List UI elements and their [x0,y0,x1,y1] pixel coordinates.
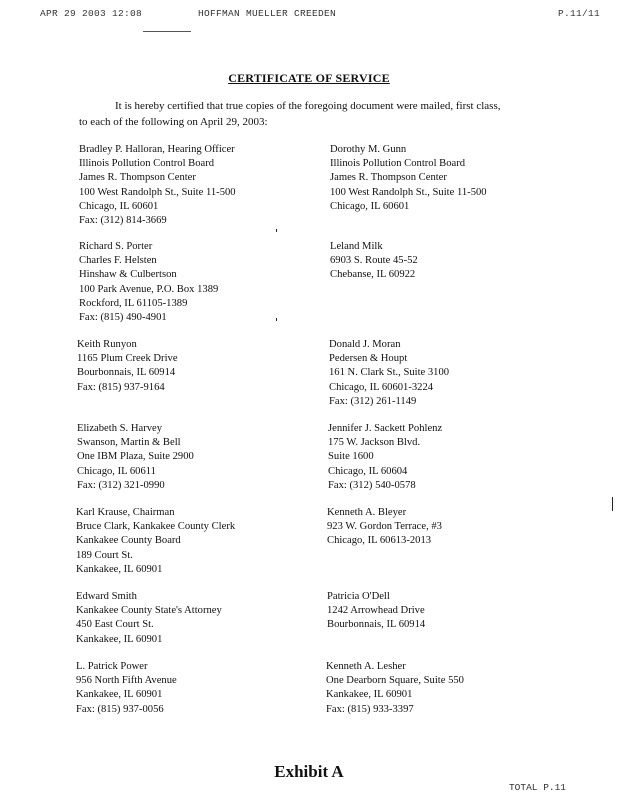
entry-line: Keith Runyon [77,339,137,350]
entry-line: L. Patrick Power [76,661,148,672]
entry-line: 161 N. Clark St., Suite 3100 [329,367,450,379]
service-entry-gunn [330,143,487,214]
entry-line: Bourbonnais, IL 60914 [327,619,426,631]
entry-line: Rockford, IL 61105-1389 [79,297,188,309]
entry-line: Chicago, IL 60611 [77,465,156,477]
page-title: CERTIFICATE OF SERVICE [228,71,390,85]
exhibit-label: Exhibit A [274,762,344,781]
entry-line: Chicago, IL 60601 [79,200,159,212]
service-entry-krause [76,506,235,577]
service-entry-halloran [79,143,236,228]
entry-line: Kankakee County Board [76,535,181,547]
entry-line: Chicago, IL 60613-2013 [327,535,432,547]
service-entry-bleyer [327,506,442,549]
entry-line: Kenneth A. Bleyer [327,507,407,518]
fax-total-pages: TOTAL P.11 [508,782,566,793]
entry-line: Donald J. Moran [329,339,401,350]
entry-line: 175 W. Jackson Blvd. [328,437,421,449]
service-entry-pohlenz [328,422,442,493]
entry-line: Jennifer J. Sackett Pohlenz [328,423,443,434]
entry-line: Fax: (815) 490-4901 [79,312,167,324]
entry-line: Fax: (815) 937-9164 [77,381,165,393]
entry-line: Bruce Clark, Kankakee County Clerk [76,521,236,533]
entry-line: Kenneth A. Lesher [326,661,406,672]
entry-line: Bourbonnais, IL 60914 [77,367,176,379]
entry-line: Pedersen & Houpt [329,353,408,365]
entry-line: Fax: (815) 937-0056 [76,703,164,715]
entry-line: Swanson, Martin & Bell [77,437,181,449]
entry-line: 923 W. Gordon Terrace, #3 [327,521,442,533]
entry-line: Chebanse, IL 60922 [330,269,416,281]
entry-line: 100 Park Avenue, P.O. Box 1389 [79,283,219,295]
entry-line: Fax: (312) 540-0578 [328,479,416,491]
entry-line: 1242 Arrowhead Drive [327,605,425,617]
entry-line: Chicago, IL 60604 [328,465,408,477]
entry-line: One Dearborn Square, Suite 550 [326,675,464,687]
entry-line: Illinois Pollution Control Board [330,158,466,170]
entry-line: Hinshaw & Culbertson [79,269,177,281]
entry-line: Fax: (815) 933-3397 [326,703,414,715]
service-entry-smith [76,590,222,647]
entry-line: 100 West Randolph St., Suite 11-500 [79,186,236,198]
entry-line: Fax: (312) 814-3669 [79,215,167,227]
scan-mark [612,497,613,511]
entry-line: Edward Smith [76,591,137,602]
fax-sender: HOFFMAN MUELLER CREEDEN [198,8,337,19]
entry-line: Leland Milk [330,241,383,252]
entry-line: Karl Krause, Chairman [76,507,175,518]
entry-line: Elizabeth S. Harvey [77,423,163,434]
entry-line: Kankakee, IL 60901 [76,563,163,575]
entry-line: One IBM Plaza, Suite 2900 [77,451,194,463]
entry-line: Bradley P. Halloran, Hearing Officer [79,144,235,155]
entry-line: 450 East Court St. [76,619,154,631]
scan-mark [276,318,277,321]
service-entry-moran [329,338,449,409]
entry-line: Fax: (312) 321-0990 [77,479,165,491]
entry-line: 1165 Plum Creek Drive [77,353,178,365]
entry-line: Dorothy M. Gunn [330,144,407,155]
fax-page-number: P.11/11 [557,8,600,19]
entry-line: James R. Thompson Center [330,172,447,184]
intro-line-1: It is hereby certified that true copies of the foregoing document were mailed, first class, [115,100,501,112]
entry-line: James R. Thompson Center [79,172,196,184]
service-entry-porter [79,240,218,325]
entry-line: Kankakee, IL 60901 [326,689,413,701]
entry-line: 956 North Fifth Avenue [76,675,177,687]
entry-line: Chicago, IL 60601-3224 [329,381,434,393]
entry-line: Suite 1600 [328,451,374,463]
service-entry-milk [330,240,418,283]
intro-line-2: to each of the following on April 29, 2003: [79,116,268,128]
service-entry-runyon [77,338,178,395]
intro-paragraph [79,98,599,130]
entry-line: Charles F. Helsten [79,255,157,267]
scan-mark [276,229,277,232]
entry-line: Kankakee, IL 60901 [76,633,163,645]
entry-line: Richard S. Porter [79,241,153,252]
entry-line: Kankakee County State's Attorney [76,605,222,617]
entry-line: Fax: (312) 261-1149 [329,395,417,407]
entry-line: 6903 S. Route 45-52 [330,255,418,267]
service-entry-lesher [326,660,464,717]
entry-line: Kankakee, IL 60901 [76,689,163,701]
header-divider [143,31,191,32]
entry-line: 100 West Randolph St., Suite 11-500 [330,186,487,198]
service-entry-power [76,660,177,717]
entry-line: Chicago, IL 60601 [330,200,410,212]
entry-line: Patricia O'Dell [327,591,390,602]
service-entry-odell [327,590,425,633]
fax-header [40,8,610,22]
entry-line: Illinois Pollution Control Board [79,158,215,170]
entry-line: 189 Court St. [76,549,133,561]
fax-date-time: APR 29 2003 12:08 [40,8,143,19]
service-entry-harvey [77,422,194,493]
